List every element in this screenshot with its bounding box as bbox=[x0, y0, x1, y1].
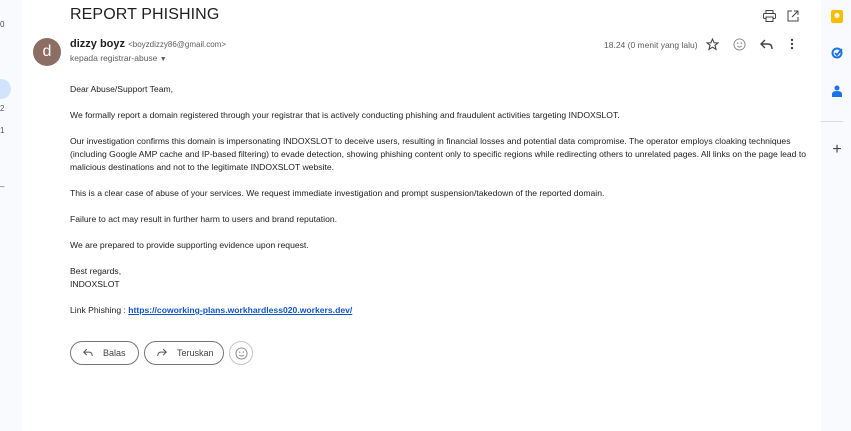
more-options-icon[interactable] bbox=[784, 36, 800, 52]
reply-label: Balas bbox=[103, 348, 126, 358]
emoji-react-button[interactable] bbox=[229, 341, 253, 365]
phishing-link[interactable]: https://coworking-plans.workhardless020.workers.dev/ bbox=[128, 305, 353, 315]
add-addon-icon[interactable]: + bbox=[832, 141, 842, 158]
nav-count: 1 bbox=[0, 126, 5, 135]
recipient-toggle[interactable] bbox=[70, 53, 167, 63]
signature: INDOXSLOT bbox=[70, 279, 120, 289]
left-nav bbox=[0, 0, 22, 431]
star-icon[interactable] bbox=[704, 36, 720, 52]
nav-count: – bbox=[0, 182, 5, 191]
chevron-down-icon: ▼ bbox=[159, 56, 167, 63]
email-view bbox=[22, 0, 820, 431]
open-in-new-window-icon[interactable] bbox=[785, 8, 801, 24]
reply-button[interactable] bbox=[70, 341, 139, 365]
body-paragraph: Our investigation confirms this domain is impersonating INDOXSLOT to deceive users, resulting in financial losses and potential data compromise. The operator employs cloaking techniques (including Google AMP cache and IP-based filtering) to evade detection, showing phishing content only to specific regions while redirecting others to unrelated pages. All links on the page lead to malicious destinations and not to the legitimate INDOXSLOT website. bbox=[70, 136, 807, 172]
body-paragraph: Failure to act may result in further harm to users and brand reputation. bbox=[70, 214, 338, 224]
body-paragraph: Dear Abuse/Support Team, bbox=[70, 84, 174, 94]
sender bbox=[70, 38, 226, 50]
body-paragraph: We formally report a domain registered through your registrar that is actively conducting phishing and fraudulent activities targeting INDOXSLOT. bbox=[70, 110, 620, 120]
email-body bbox=[70, 83, 810, 330]
divider bbox=[821, 121, 843, 122]
keep-icon[interactable] bbox=[829, 8, 845, 24]
forward-button[interactable] bbox=[144, 341, 224, 365]
closing: Best regards, bbox=[70, 266, 122, 276]
link-label: Link Phishing : bbox=[70, 305, 129, 315]
sender-email: <boyzdizzy86@gmail.com> bbox=[128, 40, 227, 49]
avatar[interactable]: d bbox=[33, 38, 61, 66]
print-icon[interactable] bbox=[761, 8, 777, 24]
forward-icon bbox=[157, 348, 167, 359]
sender-name[interactable]: dizzy boyz bbox=[70, 38, 126, 50]
contacts-icon[interactable] bbox=[829, 83, 845, 99]
timestamp: 18.24 (0 menit yang lalu) bbox=[604, 40, 698, 50]
emoji-icon bbox=[235, 347, 248, 360]
nav-count: 2 bbox=[0, 104, 5, 113]
email-subject: REPORT PHISHING bbox=[70, 6, 220, 23]
nav-active-pill[interactable] bbox=[0, 79, 11, 99]
tasks-icon[interactable] bbox=[829, 45, 845, 61]
emoji-reaction-icon[interactable] bbox=[731, 36, 747, 52]
body-paragraph: This is a clear case of abuse of your services. We request immediate investigation and prompt suspension/takedown of the reported domain. bbox=[70, 188, 605, 198]
side-panel bbox=[820, 0, 851, 431]
body-paragraph: We are prepared to provide supporting evidence upon request. bbox=[70, 240, 309, 250]
reply-icon[interactable] bbox=[758, 36, 774, 52]
nav-count: 0 bbox=[0, 20, 5, 29]
forward-label: Teruskan bbox=[177, 348, 214, 358]
recipient: kepada registrar-abuse bbox=[70, 53, 158, 63]
reply-icon bbox=[83, 348, 93, 359]
